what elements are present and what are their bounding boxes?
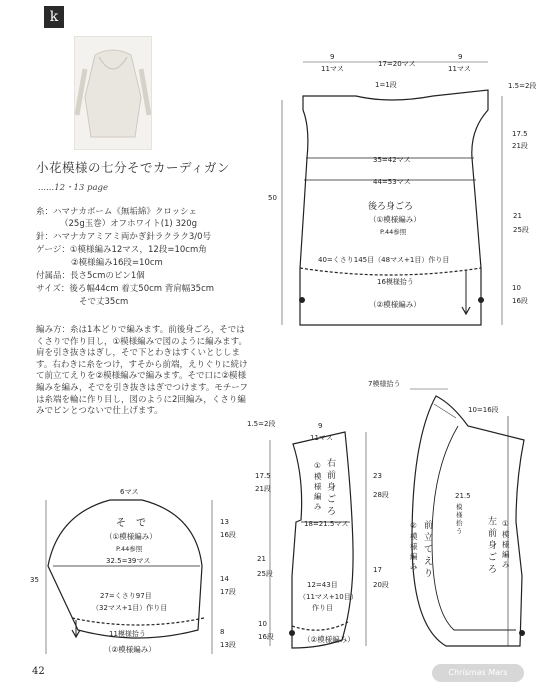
left-front-vertical-label [488, 515, 497, 575]
sleeve-chain-label: 27=くさり97目 [100, 592, 152, 600]
back-total-length: 50 [268, 194, 277, 202]
svg-text:て: て [424, 545, 434, 555]
front-bottom-slope-rows: 20段 [373, 581, 389, 589]
collar-vertical-label [424, 519, 433, 579]
svg-text:前: 前 [424, 521, 434, 531]
svg-text:身: 身 [488, 541, 498, 551]
svg-text:う: う [456, 527, 463, 535]
front-chain-detail: （11マス+10目） [299, 593, 358, 601]
sleeve-piece-name: そ で [116, 518, 146, 529]
front-side-height: 21 [257, 555, 266, 563]
front-pattern-2: （②模様編み） [303, 635, 355, 644]
gauge-line-2: ②模様編み16段=10cm [71, 258, 163, 268]
right-front-vertical-label [327, 457, 336, 517]
svg-text:立: 立 [424, 533, 434, 543]
page-reference: ......12・13 page [38, 183, 109, 193]
collar-pattern-vertical [410, 521, 418, 571]
front-armhole-rows: 21段 [255, 485, 271, 493]
collar-rows-label: 10=16段 [468, 406, 499, 414]
front-width: 18=21.5マス [304, 520, 349, 528]
svg-text:ろ: ろ [327, 507, 337, 517]
collar-pick-vertical [456, 502, 463, 535]
pattern-title: 小花模様の七分そでカーディガン [36, 160, 231, 175]
back-mid-width: 44=53マス [373, 178, 411, 186]
sleeve-width: 32.5=39マス [106, 557, 151, 565]
right-front-diagram [292, 432, 353, 648]
svg-text:編: 編 [502, 550, 510, 559]
front-shoulder-label: 1.5=2段 [247, 420, 276, 428]
collar-pickup-label: 7模様拾う [368, 380, 401, 388]
notions-line: 付属品：長さ5cmのピン1個 [36, 271, 145, 281]
back-top-right-label: 9 [458, 53, 463, 61]
back-neck-label: 1=1段 [375, 81, 397, 89]
svg-text:模: 模 [314, 472, 322, 481]
yarn-color-line: （25g玉巻）オフホワイト(1) 320g [60, 219, 198, 229]
back-top-left-stitches: 11マス [321, 65, 344, 73]
back-armhole-height: 17.5 [512, 130, 528, 138]
gauge-line: ゲージ：①模様編み12マス，12段=10cm角 [36, 245, 207, 255]
svg-text:右: 右 [327, 459, 337, 469]
front-chain-note: 作り目 [312, 604, 333, 612]
sleeve-cuff-rows: 13段 [220, 641, 236, 649]
sleeve-top-label: 6マス [120, 488, 139, 496]
svg-text:み: み [410, 562, 418, 571]
svg-text:前: 前 [327, 471, 337, 481]
sleeve-cap-rows: 16段 [220, 531, 236, 539]
svg-text:編: 編 [410, 552, 418, 561]
back-armhole-rows: 21段 [512, 142, 528, 150]
svg-text:様: 様 [410, 542, 418, 551]
svg-text:②: ② [410, 521, 417, 530]
svg-text:①: ① [314, 461, 321, 470]
sleeve-cuff-height: 8 [220, 628, 225, 636]
front-chain-label: 12=43目 [307, 581, 338, 589]
front-slope-rows: 28段 [373, 491, 389, 499]
svg-text:前: 前 [488, 529, 498, 539]
back-side-rows: 25段 [513, 226, 529, 234]
back-top-right-stitches: 11マス [448, 65, 471, 73]
back-hem-rows: 16段 [512, 297, 528, 305]
hook-line: 針：ハマナカアミアミ両かぎ針ラクラク3/0号 [36, 232, 212, 242]
svg-text:左: 左 [488, 517, 498, 527]
svg-text:①: ① [502, 519, 509, 528]
svg-text:模: 模 [410, 532, 418, 541]
back-pattern-2: （②模様編み） [369, 300, 421, 309]
back-hem-height: 10 [512, 284, 521, 292]
sleeve-mid-height: 14 [220, 575, 229, 583]
sleeve-pattern-1: （①模様編み） [105, 532, 157, 541]
svg-text:様: 様 [314, 482, 322, 491]
front-slope-height: 23 [373, 472, 382, 480]
svg-text:編: 編 [314, 492, 322, 501]
svg-text:ご: ご [488, 553, 498, 563]
section-tab: k [44, 6, 64, 28]
size-line-2: そで丈35cm [79, 297, 129, 307]
sleeve-cap-height: 13 [220, 518, 229, 526]
sleeve-total-length: 35 [30, 576, 39, 584]
svg-text:ご: ご [327, 495, 337, 505]
watermark-logo [432, 664, 524, 682]
yarn-line: 糸：ハマナカボーム《無垢綿》クロッシェ [36, 207, 197, 217]
svg-text:ろ: ろ [488, 565, 498, 575]
front-hem-height: 10 [258, 620, 267, 628]
back-pickup-label: 16模様拾う [377, 278, 414, 286]
front-side-rows: 25段 [257, 570, 273, 578]
front-top-stitches: 11マス [310, 434, 333, 442]
back-top-left-label: 9 [330, 53, 335, 61]
page-number: 42 [32, 666, 45, 677]
svg-text:身: 身 [327, 483, 337, 493]
svg-text:拾: 拾 [456, 519, 463, 527]
svg-text:様: 様 [502, 540, 510, 549]
back-reference: P.44参照 [380, 228, 407, 236]
sleeve-pickup-label: 11模様拾う [109, 630, 146, 638]
back-piece-name: 後ろ身ごろ [368, 202, 414, 212]
back-top-mid-label: 17=20マス [378, 60, 416, 68]
right-front-pattern-vertical [314, 461, 322, 511]
watermark-logo-text: Chrismas Mars [448, 668, 508, 677]
sleeve-reference: P.44参照 [116, 545, 143, 553]
sleeve-chain-detail: （32マス+1目）作り目 [92, 604, 168, 612]
left-front-pattern-vertical [502, 519, 510, 569]
sleeve-pattern-2: （②模様編み） [104, 645, 156, 654]
back-side-height: 21 [513, 212, 522, 220]
front-top-width: 9 [318, 422, 323, 430]
back-chain-label: 40=くさり145目（48マス+1目）作り目 [318, 256, 450, 264]
svg-text:模: 模 [502, 530, 510, 539]
back-shoulder-label: 1.5=2段 [508, 82, 537, 90]
front-hem-rows: 16段 [258, 633, 274, 641]
size-line: サイズ：後ろ幅44cm 着丈50cm 背肩幅35cm [36, 284, 215, 294]
svg-text:み: み [314, 502, 322, 511]
back-upper-width: 35=42マス [373, 156, 411, 164]
svg-text:え: え [424, 557, 434, 567]
sleeve-mid-rows: 17段 [220, 588, 236, 596]
collar-width-label: 21.5 [455, 492, 471, 500]
svg-text:り: り [424, 569, 434, 579]
svg-text:模: 模 [456, 503, 463, 511]
svg-text:様: 様 [456, 511, 463, 519]
instructions-text: 編み方：糸は1本どりで編みます。前後身ごろ，そではくさりで作り目し，①模様編みで図のように編みます。肩を引き抜きはぎし，そで下とわきはすくいとじします。右わきに糸をつけ，すそから前端，えりぐりに続けて前立てえりを②模様編みで編みます。そで口に②模様編みを編み，そでを引き抜きはぎでつけます。モチーフは糸端を輪に作り目し，図のように2回編み，くさり編みでピンとつないで仕上げます。 [36, 325, 248, 417]
front-armhole-height: 17.5 [255, 472, 271, 480]
back-pattern-1: （①模様編み） [369, 215, 421, 224]
svg-text:み: み [502, 560, 510, 569]
front-bottom-slope-height: 17 [373, 566, 382, 574]
